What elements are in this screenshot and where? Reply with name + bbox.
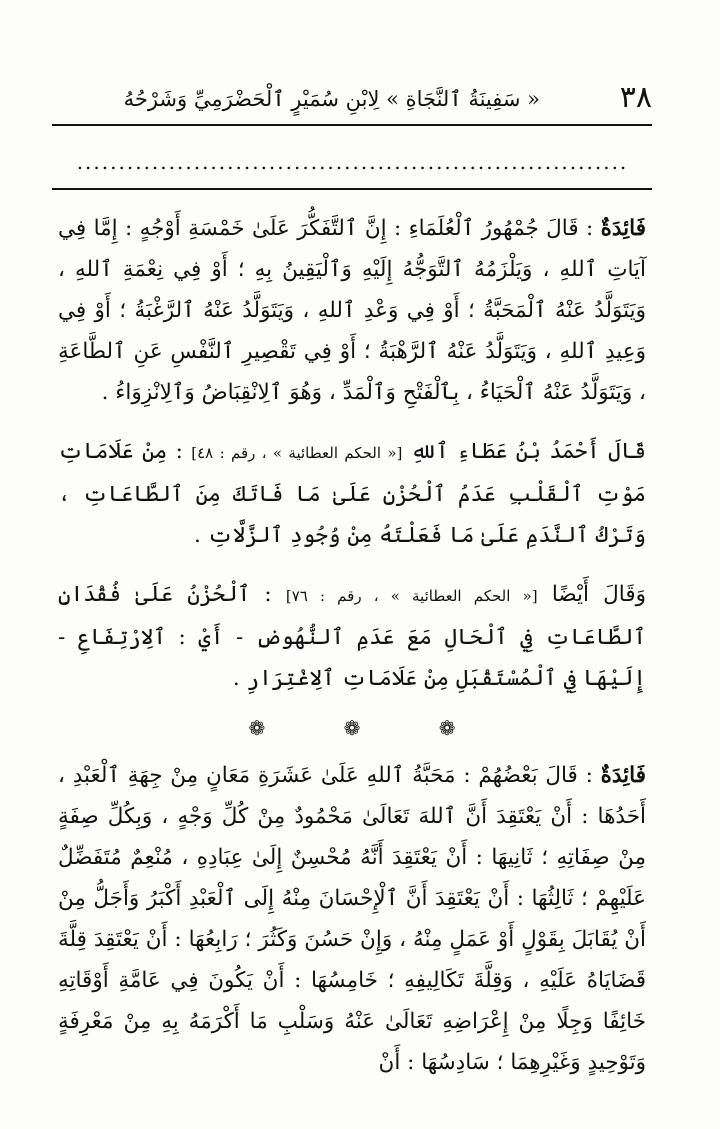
citation: [« الحكم العطائية » ، رقم : ٧٦] <box>285 587 538 605</box>
omission-dots: .................................................................. <box>76 150 629 174</box>
section-separator <box>58 713 646 743</box>
quote-intro: وَقَالَ أَيْضًا <box>551 582 647 607</box>
paragraph-fawaid-tafakkur <box>58 208 646 413</box>
paragraph-text: : قَالَ بَعْضُهُمْ : مَحَبَّةُ ٱللهِ عَلَىٰ عَشَرَةِ مَعَانٍ مِنْ جِهَةِ ٱلْعَبْدِ ، أَحَدُهَا : أَنْ يَعْتَقِدَ أَنَّ ٱللهَ تَعَالَىٰ مَحْمُودٌ مِنْ كُلِّ وَجْهٍ ، وَبِكُلِّ صِفَةٍ مِنْ صِفَاتِهِ ؛ ثَانِيهَا : أَنْ يَعْتَقِدَ أَنَّهُ مُحْسِنٌ إِلَىٰ عِبَادِهِ ، مُنْعِمٌ مُتَفَضِّلٌ عَلَيْهِمْ ؛ ثَالِثُهَا : أَنْ يَعْتَقِدَ أَنَّ ٱلْإِحْسَانَ مِنْهُ إِلَى ٱلْعَبْدِ أَكْبَرُ وَأَجَلُّ مِنْ أَنْ يُقَابَلَ بِقَوْلٍ أَوْ عَمَلٍ مِنْهُ ، وَإِنْ حَسُنَ وَكَثُرَ ؛ رَابِعُهَا : أَنْ يَعْتَقِدَ قِلَّةَ قَضَايَاهُ عَلَيْهِ ، وَقِلَّةَ تَكَالِيفِهِ ؛ خَامِسُهَا : أَنْ يَكُونَ فِي عَامَّةِ أَوْقَاتِهِ خَائِفًا وَجِلًا مِنْ إِعْرَاضِهِ تَعَالَىٰ عَنْهُ وَسَلْبِ مَا أَكْرَمَهُ بِهِ مِنْ مَعْرِفَةٍ وَتَوْحِيدٍ وَغَيْرِهِمَا ؛ سَادِسُهَا : أَنْ <box>58 763 646 1075</box>
page-number: ٣٨ <box>619 80 652 115</box>
main-text <box>58 208 646 1083</box>
flower-ornament-icon: ❁ <box>248 716 266 740</box>
paragraph-text: : قَالَ جُمْهُورُ ٱلْعُلَمَاءِ : إِنَّ ٱلتَّفَكُّرَ عَلَىٰ خَمْسَةِ أَوْجُهٍ : إِمَّا فِي آيَاتِ ٱللهِ ، وَيَلْزَمُهُ ٱلتَّوَجُّهُ إِلَيْهِ وَٱلْيَقِينُ بِهِ ؛ أَوْ فِي نِعْمَةِ ٱللهِ ، وَيَتَوَلَّدُ عَنْهُ ٱلْمَحَبَّةُ ؛ أَوْ فِي وَعْدِ ٱللهِ ، وَيَتَوَلَّدُ عَنْهُ ٱلرَّغْبَةُ ؛ أَوْ فِي وَعِيدِ ٱللهِ ، وَيَتَوَلَّدُ عَنْهُ ٱلرَّهْبَةُ ؛ أَوْ فِي تَقْصِيرِ ٱلنَّفْسِ عَنِ ٱلطَّاعَةِ ، وَيَتَوَلَّدُ عَنْهُ ٱلْحَيَاءُ ، بِٱلْفَتْحِ وَٱلْمَدِّ ، وَهُوَ ٱلِانْقِبَاضُ وَٱلِانْزِوَاءُ . <box>58 216 646 405</box>
running-title: « سَفِينَةُ ٱلنَّجَاةِ » لِابْنِ سُمَيْرٍ ٱلْحَضْرَمِيِّ وَشَرْحُهُ <box>123 87 540 111</box>
header-rule <box>52 124 652 126</box>
page-header <box>52 78 652 118</box>
citation: [« الحكم العطائية » ، رقم : ٤٨] <box>191 444 403 462</box>
fawaid-label: فَائِدَةٌ <box>600 763 646 788</box>
paragraph-ibn-ataillah-1 <box>58 431 646 556</box>
quote-intro: قَالَ أَحْمَدُ بْنُ عَطَاءِ ٱللهِ <box>410 439 646 464</box>
paragraph-fawaid-mahabba <box>58 755 646 1083</box>
quote-text: : مِنْ عَلَامَاتِ مَوْتِ ٱلْقَلْبِ عَدَمُ ٱلْحُزْنِ عَلَىٰ مَا فَاتَكَ مِنَ ٱلطَّاعَاتِ ، وَتَرْكُ ٱلنَّدَمِ عَلَىٰ مَا فَعَلْتَهُ مِنْ وُجُودِ ٱلزَّلَّاتِ . <box>58 439 646 548</box>
section-rule <box>52 188 652 190</box>
paragraph-ibn-ataillah-2 <box>58 574 646 699</box>
fawaid-label: فَائِدَةٌ <box>600 216 646 241</box>
flower-ornament-icon: ❁ <box>343 716 361 740</box>
flower-ornament-icon: ❁ <box>438 716 456 740</box>
quote-text: : ٱلْحُزْنُ عَلَىٰ فُقْدَانِ ٱلطَّاعَاتِ فِي ٱلْحَالِ مَعَ عَدَمِ ٱلنُّهُوضِ - أَيْ : ٱلِارْتِفَاعِ - إِلَيْهَا فِي ٱلْمُسْتَقْبَلِ مِنْ عَلَامَاتِ ٱلِاغْتِرَارِ . <box>58 582 646 691</box>
